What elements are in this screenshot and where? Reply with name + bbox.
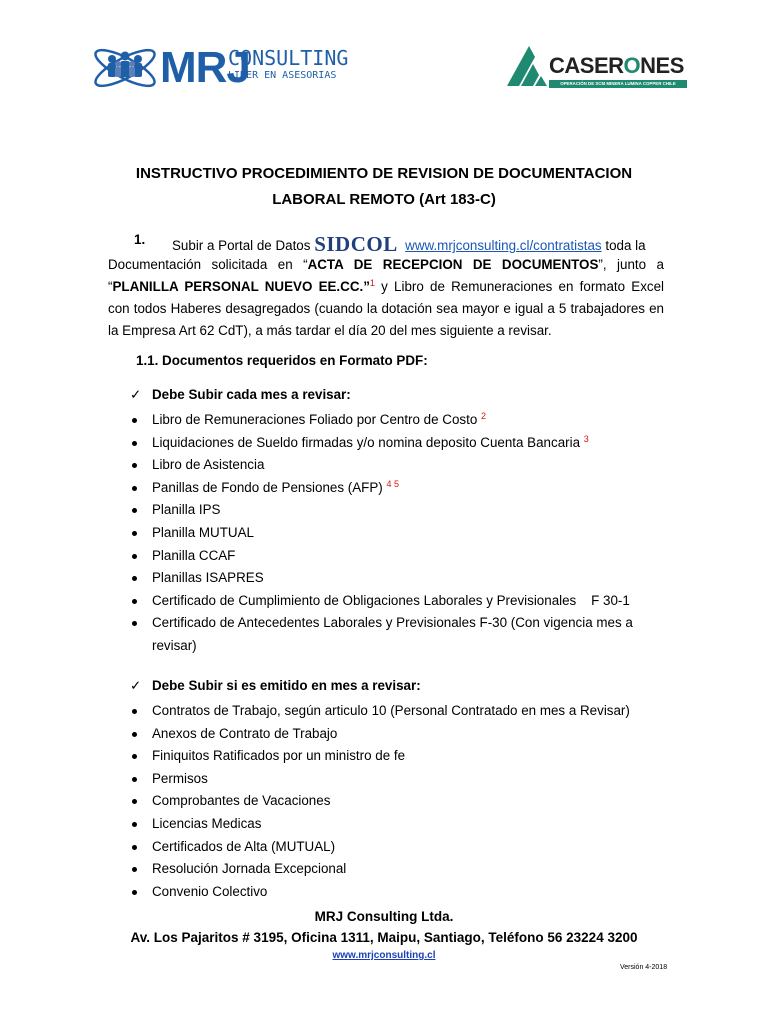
list-item <box>130 409 668 432</box>
list-item: Certificados de Alta (MUTUAL) <box>130 836 668 859</box>
step-after-link: toda la <box>605 238 646 253</box>
list-item <box>130 477 668 500</box>
emitted-heading <box>130 678 421 694</box>
mrj-atom-people-icon <box>90 42 160 94</box>
step-bold-acta: ACTA DE RECEPCION DE DOCUMENTOS <box>307 257 599 272</box>
list-item <box>130 522 668 545</box>
list-item: Comprobantes de Vacaciones <box>130 790 668 813</box>
list-item <box>130 545 668 568</box>
sidcol-logo: SIDCOL <box>314 232 398 256</box>
list-item: Contratos de Trabajo, según articulo 10 (Personal Contratado en mes a Revisar) <box>130 700 668 723</box>
list-item: Convenio Colectivo <box>130 881 668 904</box>
document-title-line2: LABORAL REMOTO (Art 183-C) <box>272 191 496 208</box>
caserones-name <box>549 54 684 78</box>
list-item-text: Liquidaciones de Sueldo firmadas y/o nomina deposito Cuenta Bancaria <box>152 434 581 450</box>
list-item-text: Libro de Remuneraciones Foliado por Centro de Costo <box>152 412 478 427</box>
document-title-line1: INSTRUCTIVO PROCEDIMIENTO DE REVISION DE DOCUMENTACION <box>135 165 633 182</box>
list-item-text: Libro de Asistencia <box>152 457 265 473</box>
checkmark-icon: ✓ <box>130 387 142 402</box>
footer-website-link[interactable]: www.mrjconsulting.cl <box>332 950 436 961</box>
list-item-text: Panillas de Fondo de Pensiones (AFP) <box>152 479 383 495</box>
step-text-mid: ”, junto a “ <box>108 257 664 294</box>
emitted-heading-text: Debe Subir si es emitido en mes a revisar: <box>152 678 421 693</box>
footer-address: Av. Los Pajaritos # 3195, Oficina 1311, Maipu, Santiago, Teléfono 56 23224 3200 <box>130 930 638 945</box>
mrj-tagline: LIDER EN ASESORIAS <box>228 70 337 81</box>
step-paragraph <box>108 254 664 342</box>
caserones-name-a: CASER <box>549 53 624 78</box>
list-item <box>130 499 668 522</box>
step-text-a: Documentación solicitada en “ <box>108 257 308 272</box>
list-item <box>130 612 652 657</box>
list-item <box>130 432 668 455</box>
caserones-name-o: O <box>623 53 641 78</box>
contratistas-link[interactable]: www.mrjconsulting.cl/contratistas <box>405 238 602 253</box>
checkmark-icon: ✓ <box>130 678 142 693</box>
list-item-text: Planilla IPS <box>152 502 221 518</box>
subheading-pdf-documents: 1.1. Documentos requeridos en Formato PDF: <box>136 353 428 368</box>
list-item: Finiquitos Ratificados por un ministro de fe <box>130 745 668 768</box>
list-item: Resolución Jornada Excepcional <box>130 858 668 881</box>
list-item-text: Planillas ISAPRES <box>152 570 264 586</box>
step-text-rest: y Libro de Remuneraciones en formato Excel con todos Haberes desagregados (cuando la dotación sea mayor e igual a 5 trabajadores en la Empresa Art 62 CdT), a más tardar el día 20 del mes siguiente a revisar. <box>108 279 665 338</box>
step-prefix: Subir a Portal de Datos <box>172 238 311 253</box>
list-item-text: Certificado de Cumplimiento de Obligaciones Laborales y Previsionales F 30-1 <box>152 592 630 608</box>
mrj-consulting-logo <box>90 38 350 98</box>
caserones-logo <box>505 42 690 92</box>
footnote-marker: 1 <box>369 278 375 288</box>
list-item <box>130 454 668 477</box>
caserones-name-b: NES <box>640 53 684 78</box>
emitted-document-list <box>130 700 668 903</box>
monthly-heading-text: Debe Subir cada mes a revisar: <box>152 387 351 402</box>
monthly-heading <box>130 387 351 403</box>
list-item: Licencias Medicas <box>130 813 668 836</box>
mrj-consulting-word: CONSULTING <box>228 46 349 70</box>
footer-version: Versión 4-2018 <box>620 964 668 971</box>
step-number: 1. <box>134 232 146 247</box>
footnote-marker: 3 <box>583 433 589 444</box>
footer-website <box>0 950 768 961</box>
mrj-letters: MRJ <box>160 43 250 92</box>
list-item <box>130 567 668 590</box>
monthly-document-list <box>130 409 668 658</box>
list-item-text: Planilla CCAF <box>152 547 236 563</box>
list-item-text: Certificado de Antecedentes Laborales y Previsionales F-30 (Con vigencia mes a revisar) <box>152 615 633 653</box>
list-item-text: Planilla MUTUAL <box>152 524 254 540</box>
footnote-marker: 4 5 <box>386 478 399 489</box>
caserones-band: OPERACIÓN DE SCM MINERA LUMINA COPPER CHILE <box>549 80 687 88</box>
list-item <box>130 590 668 613</box>
footnote-marker: 2 <box>481 411 487 421</box>
list-item: Permisos <box>130 768 668 791</box>
footer-company: MRJ Consulting Ltda. <box>314 909 454 924</box>
caserones-mountain-icon <box>505 42 549 88</box>
step-bold-planilla: PLANILLA PERSONAL NUEVO EE.CC.” <box>112 279 370 294</box>
list-item: Anexos de Contrato de Trabajo <box>130 723 668 746</box>
